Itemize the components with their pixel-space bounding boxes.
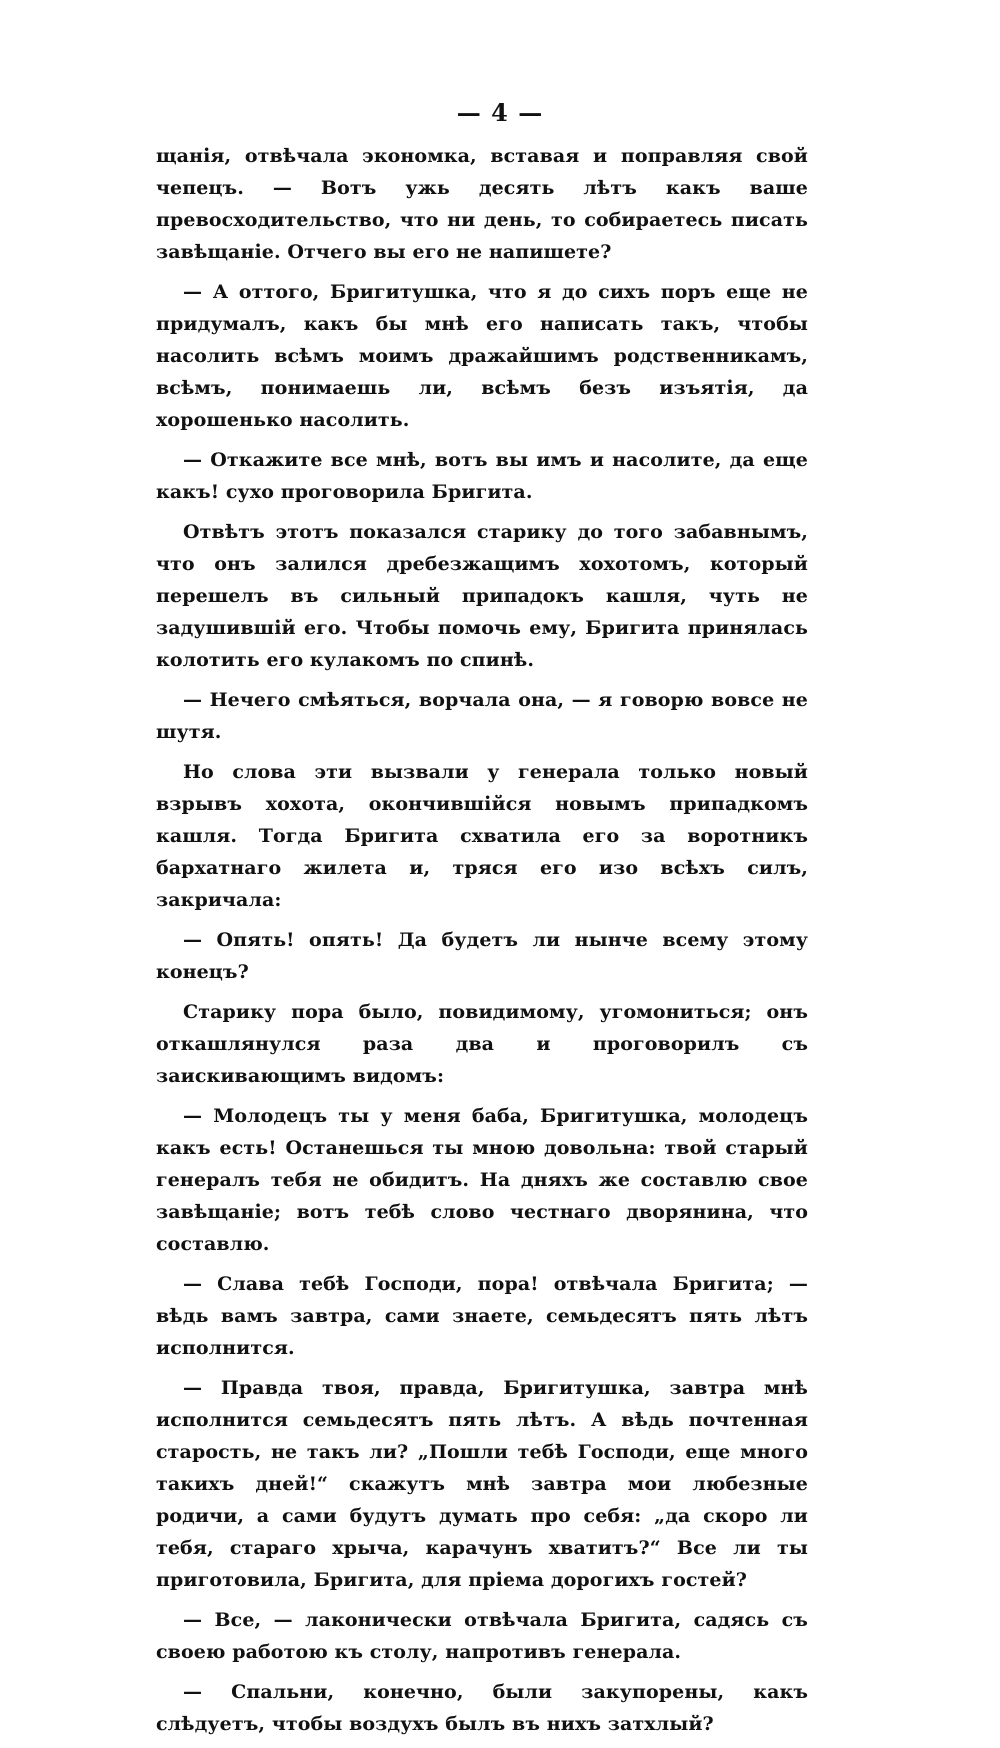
paragraph-continuation: щанія, отвѣчала экономка, вставая и поправляя свой чепецъ. — Вотъ ужь десять лѣтъ какъ ваше превосходительство, что ни день, то собираетесь писать завѣщаніе. Отчего вы его не напишете? [156, 145, 808, 263]
paragraph: — Нечего смѣяться, ворчала она, — я говорю вовсе не шутя. [156, 689, 808, 743]
paragraph: Старику пора было, повидимому, угомониться; онъ откашлянулся раза два и проговорилъ съ заискивающимъ видомъ: [156, 1001, 808, 1087]
paragraph: — Откажите все мнѣ, вотъ вы имъ и насолите, да еще какъ! сухо проговорила Бригита. [156, 449, 808, 503]
paragraph: Отвѣтъ этотъ показался старику до того забавнымъ, что онъ залился дребезжащимъ хохотомъ, который перешелъ въ сильный припадокъ кашля, чуть не задушившій его. Чтобы помочь ему, Бригита принялась колотить его кулакомъ по спинѣ. [156, 521, 808, 671]
paragraph: — Молодецъ ты у меня баба, Бригитушка, молодецъ какъ есть! Останешься ты мною довольна: твой старый генералъ тебя не обидитъ. На дняхъ же составлю свое завѣщаніе; вотъ тебѣ слово честнаго дворянина, что составлю. [156, 1105, 808, 1255]
paragraph: — А оттого, Бригитушка, что я до сихъ поръ еще не придумалъ, какъ бы мнѣ его написать такъ, чтобы насолить всѣмъ моимъ дражайшимъ родственникамъ, всѣмъ, понимаешь ли, всѣмъ безъ изъятія, да хорошенько насолить. [156, 281, 808, 431]
paragraph: — Опять! опять! Да будетъ ли нынче всему этому конецъ? [156, 929, 808, 983]
paragraph: — Правда твоя, правда, Бригитушка, завтра мнѣ исполнится семьдесятъ пять лѣтъ. А вѣдь почтенная старость, не такъ ли? „Пошли тебѣ Господи, еще много такихъ дней!“ скажутъ мнѣ завтра мои любезные родичи, а сами будутъ думать про себя: „да скоро ли тебя, стараго хрыча, карачунъ хватитъ?“ Все ли ты приготовила, Бригита, для пріема дорогихъ гостей? [156, 1377, 808, 1591]
paragraph: Но слова эти вызвали у генерала только новый взрывъ хохота, окончившійся новымъ припадкомъ кашля. Тогда Бригита схватила его за воротникъ бархатнаго жилета и, тряся его изо всѣхъ силъ, закричала: [156, 761, 808, 911]
paragraph: — Спальни, конечно, были закупорены, какъ слѣдуетъ, чтобы воздухъ былъ въ нихъ затхлый? [156, 1681, 808, 1735]
paragraph: — Слава тебѣ Господи, пора! отвѣчала Бригита; — вѣдь вамъ завтра, сами знаете, семьдесятъ пять лѣтъ исполнится. [156, 1273, 808, 1359]
page-number: — 4 — [456, 98, 544, 127]
paragraph: — Все, — лаконически отвѣчала Бригита, садясь съ своею работою къ столу, напротивъ генерала. [156, 1609, 808, 1663]
page-body [156, 140, 808, 1748]
